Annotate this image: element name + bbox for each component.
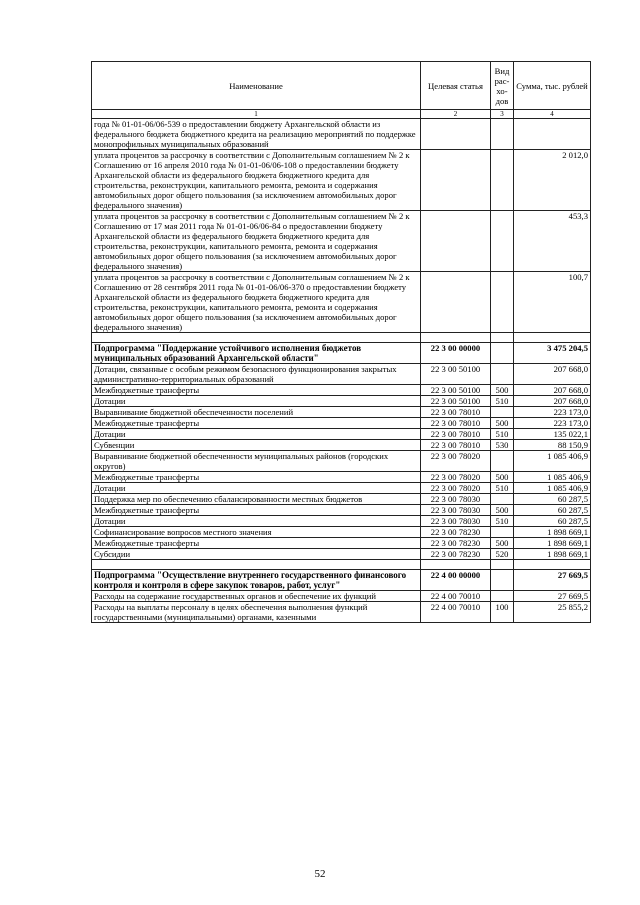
- row-code-cell: [421, 119, 491, 150]
- row-code-cell: 22 4 00 70010: [421, 602, 491, 623]
- row-sum-cell: 3 475 204,5: [514, 343, 591, 364]
- header-sum: Сумма, тыс. рублей: [514, 62, 591, 110]
- row-sum-cell: 60 287,5: [514, 516, 591, 527]
- table-row: [92, 516, 591, 527]
- row-type-cell: 520: [491, 549, 514, 560]
- row-type-cell: 500: [491, 385, 514, 396]
- row-type-cell: [491, 211, 514, 272]
- row-name-cell: Дотации: [92, 483, 421, 494]
- row-type-cell: [491, 451, 514, 472]
- row-sum-cell: 60 287,5: [514, 494, 591, 505]
- row-type-cell: 500: [491, 538, 514, 549]
- row-sum-cell: 223 173,0: [514, 418, 591, 429]
- table-row: [92, 602, 591, 623]
- row-sum-cell: 135 022,1: [514, 429, 591, 440]
- row-sum-cell: 100,7: [514, 272, 591, 333]
- row-name-cell: Дотации: [92, 516, 421, 527]
- row-code-cell: 22 3 00 78030: [421, 494, 491, 505]
- row-name-cell: Поддержка мер по обеспечению сбалансированности местных бюджетов: [92, 494, 421, 505]
- row-type-cell: 500: [491, 505, 514, 516]
- row-sum-cell: 2 012,0: [514, 150, 591, 211]
- subprogram-row: [92, 343, 591, 364]
- row-type-cell: [491, 570, 514, 591]
- row-name-cell: Выравнивание бюджетной обеспеченности поселений: [92, 407, 421, 418]
- table-row: [92, 418, 591, 429]
- table-body: [92, 119, 591, 623]
- table-row: [92, 396, 591, 407]
- table-row: [92, 211, 591, 272]
- table-row: [92, 538, 591, 549]
- spacer-row: [92, 333, 591, 343]
- row-code-cell: 22 3 00 78020: [421, 451, 491, 472]
- table-row: [92, 483, 591, 494]
- row-type-cell: [491, 527, 514, 538]
- empty-cell: [421, 333, 491, 343]
- row-name-cell: Межбюджетные трансферты: [92, 385, 421, 396]
- row-type-cell: 510: [491, 429, 514, 440]
- row-type-cell: [491, 119, 514, 150]
- row-name-cell: Субсидии: [92, 549, 421, 560]
- row-code-cell: [421, 211, 491, 272]
- empty-cell: [514, 333, 591, 343]
- row-code-cell: 22 3 00 78010: [421, 418, 491, 429]
- row-sum-cell: 223 173,0: [514, 407, 591, 418]
- row-name-cell: уплата процентов за рассрочку в соответствии с Дополнительным соглашением № 2 к Соглашению от 16 апреля 2010 года № 01-01-06/06-108 о предоставлении бюджету Архангельской области из федерального бюджета бюджетного кредита для строительства, реконструкции, капитального ремонта, ремонта и содержания автомобильных дорог общего пользования (за исключением автомобильных дорог федерального значения): [92, 150, 421, 211]
- row-type-cell: 100: [491, 602, 514, 623]
- row-type-cell: 510: [491, 396, 514, 407]
- table-row: [92, 429, 591, 440]
- row-code-cell: 22 3 00 78020: [421, 472, 491, 483]
- empty-cell: [92, 333, 421, 343]
- row-sum-cell: 1 085 406,9: [514, 483, 591, 494]
- row-code-cell: 22 3 00 78010: [421, 429, 491, 440]
- row-code-cell: 22 3 00 78230: [421, 538, 491, 549]
- spacer-row: [92, 560, 591, 570]
- row-type-cell: [491, 272, 514, 333]
- row-code-cell: 22 4 00 70010: [421, 591, 491, 602]
- row-code-cell: 22 3 00 00000: [421, 343, 491, 364]
- table-row: [92, 505, 591, 516]
- header-name: Наименование: [92, 62, 421, 110]
- column-number: 3: [491, 110, 514, 119]
- row-type-cell: [491, 150, 514, 211]
- row-sum-cell: 1 085 406,9: [514, 451, 591, 472]
- row-sum-cell: 1 898 669,1: [514, 527, 591, 538]
- empty-cell: [514, 560, 591, 570]
- row-name-cell: Межбюджетные трансферты: [92, 538, 421, 549]
- row-sum-cell: 1 898 669,1: [514, 549, 591, 560]
- table-row: [92, 549, 591, 560]
- row-name-cell: Подпрограмма "Осуществление внутреннего государственного финансового контроля и контроля в сфере закупок товаров, работ, услуг": [92, 570, 421, 591]
- row-name-cell: Межбюджетные трансферты: [92, 418, 421, 429]
- row-code-cell: 22 3 00 50100: [421, 396, 491, 407]
- row-type-cell: [491, 407, 514, 418]
- row-sum-cell: 25 855,2: [514, 602, 591, 623]
- row-name-cell: Межбюджетные трансферты: [92, 472, 421, 483]
- row-sum-cell: 27 669,5: [514, 570, 591, 591]
- row-code-cell: 22 3 00 78230: [421, 527, 491, 538]
- row-name-cell: Дотации: [92, 396, 421, 407]
- column-number-row: [92, 110, 591, 119]
- table-row: [92, 451, 591, 472]
- column-number: 1: [92, 110, 421, 119]
- header-type: Вид рас-хо-дов: [491, 62, 514, 110]
- row-code-cell: 22 3 00 50100: [421, 364, 491, 385]
- subprogram-row: [92, 570, 591, 591]
- row-code-cell: 22 3 00 78020: [421, 483, 491, 494]
- table-row: [92, 119, 591, 150]
- empty-cell: [491, 333, 514, 343]
- row-sum-cell: 27 669,5: [514, 591, 591, 602]
- row-code-cell: 22 3 00 78030: [421, 505, 491, 516]
- table-row: [92, 440, 591, 451]
- row-type-cell: [491, 343, 514, 364]
- table-row: [92, 472, 591, 483]
- row-sum-cell: 88 150,9: [514, 440, 591, 451]
- row-code-cell: 22 3 00 78230: [421, 549, 491, 560]
- row-name-cell: Расходы на содержание государственных органов и обеспечение их функций: [92, 591, 421, 602]
- row-name-cell: года № 01-01-06/06-539 о предоставлении бюджету Архангельской области из федерального бюджета бюджетного кредита на реализацию мероприятий по поддержке монопрофильных муниципальных образований: [92, 119, 421, 150]
- table-row: [92, 527, 591, 538]
- table-row: [92, 591, 591, 602]
- row-name-cell: уплата процентов за рассрочку в соответствии с Дополнительным соглашением № 2 к Соглашению от 17 мая 2011 года № 01-01-06/06-84 о предоставлении бюджету Архангельской области из федерального бюджета бюджетного кредита для строительства, реконструкции, капитального ремонта, ремонта и содержания автомобильных дорог общего пользования (за исключением автомобильных дорог федерального значения): [92, 211, 421, 272]
- row-code-cell: 22 3 00 78010: [421, 440, 491, 451]
- row-type-cell: [491, 364, 514, 385]
- header-code: Целевая статья: [421, 62, 491, 110]
- row-name-cell: Межбюджетные трансферты: [92, 505, 421, 516]
- page-number: 52: [314, 868, 326, 880]
- table-row: [92, 494, 591, 505]
- empty-cell: [92, 560, 421, 570]
- row-name-cell: Подпрограмма "Поддержание устойчивого исполнения бюджетов муниципальных образований Архангельской области": [92, 343, 421, 364]
- row-code-cell: [421, 150, 491, 211]
- row-sum-cell: 207 668,0: [514, 364, 591, 385]
- row-code-cell: 22 4 00 00000: [421, 570, 491, 591]
- row-name-cell: уплата процентов за рассрочку в соответствии с Дополнительным соглашением № 2 к Соглашению от 28 сентября 2011 года № 01-01-06/06-370 о предоставлении бюджету Архангельской области из федерального бюджета бюджетного кредита для строительства, реконструкции, капитального ремонта, ремонта и содержания автомобильных дорог общего пользования (за исключением автомобильных дорог федерального значения): [92, 272, 421, 333]
- budget-table: [91, 61, 591, 623]
- row-sum-cell: 60 287,5: [514, 505, 591, 516]
- row-name-cell: Выравнивание бюджетной обеспеченности муниципальных районов (городских округов): [92, 451, 421, 472]
- empty-cell: [491, 560, 514, 570]
- row-code-cell: 22 3 00 78010: [421, 407, 491, 418]
- table-row: [92, 364, 591, 385]
- row-type-cell: 500: [491, 418, 514, 429]
- row-sum-cell: [514, 119, 591, 150]
- table-row: [92, 407, 591, 418]
- table-row: [92, 272, 591, 333]
- empty-cell: [421, 560, 491, 570]
- column-number: 4: [514, 110, 591, 119]
- column-number: 2: [421, 110, 491, 119]
- row-code-cell: [421, 272, 491, 333]
- row-sum-cell: 207 668,0: [514, 385, 591, 396]
- row-sum-cell: 207 668,0: [514, 396, 591, 407]
- row-type-cell: 510: [491, 483, 514, 494]
- row-type-cell: [491, 591, 514, 602]
- row-sum-cell: 1 898 669,1: [514, 538, 591, 549]
- row-type-cell: 510: [491, 516, 514, 527]
- row-type-cell: 530: [491, 440, 514, 451]
- row-code-cell: 22 3 00 50100: [421, 385, 491, 396]
- row-type-cell: 500: [491, 472, 514, 483]
- row-sum-cell: 453,3: [514, 211, 591, 272]
- row-name-cell: Расходы на выплаты персоналу в целях обеспечения выполнения функций государственными (муниципальными) органами, казенными: [92, 602, 421, 623]
- table-row: [92, 150, 591, 211]
- row-name-cell: Дотации: [92, 429, 421, 440]
- row-type-cell: [491, 494, 514, 505]
- table-header-row: [92, 62, 591, 110]
- table-row: [92, 385, 591, 396]
- row-code-cell: 22 3 00 78030: [421, 516, 491, 527]
- row-sum-cell: 1 085 406,9: [514, 472, 591, 483]
- row-name-cell: Дотации, связанные с особым режимом безопасного функционирования закрытых административно-территориальных образований: [92, 364, 421, 385]
- row-name-cell: Софинансирование вопросов местного значения: [92, 527, 421, 538]
- row-name-cell: Субвенции: [92, 440, 421, 451]
